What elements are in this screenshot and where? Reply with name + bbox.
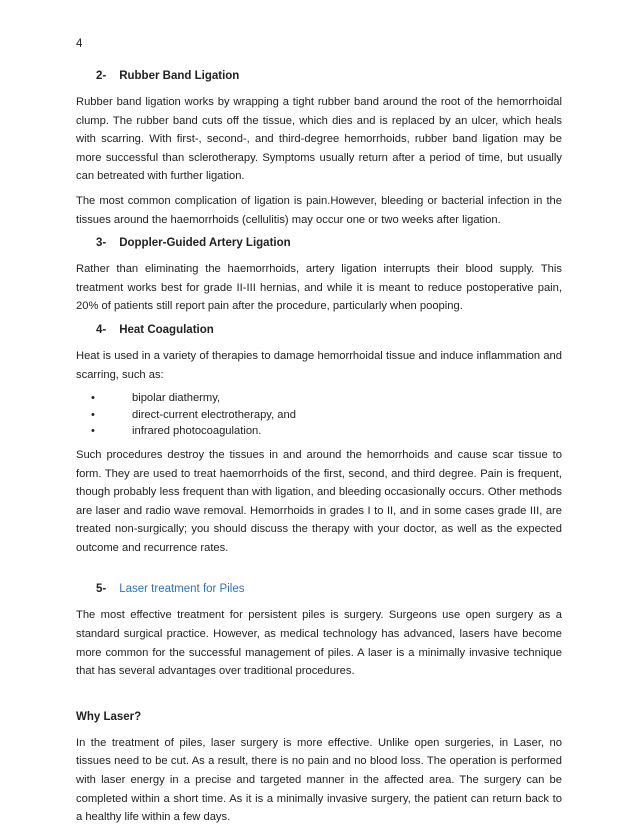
section-number: 2- — [96, 70, 107, 82]
section-number: 3- — [96, 237, 107, 250]
paragraph: Such procedures destroy the tissues in and around the hemorrhoids and cause scar tissue to form. They are used to treat haemorrhoids of the first, second, and third degree. Pain is frequent, though probably less frequent than with ligation, and bleeding occasionally occurs. Other methods are laser and radio wave removal. Hemorrhoids in grades I to II, and in some cases grade III, are treated non-surgically; you should discuss the therapy with your doctor, as well as the expected outcome and recurrence rates. — [76, 448, 562, 554]
list-item — [76, 423, 562, 440]
section-heading-rubber-band — [96, 68, 562, 84]
page-content — [76, 68, 562, 833]
paragraph: In the treatment of piles, laser surgery is more effective. Unlike open surgeries, in Laser, no tissues need to be cut. As a result, there is no pain and no blood loss. The operation is performed with laser energy in a precise and targeted manner in the affected area. The surgery can be completed within a short time. As it is a minimally invasive surgery, the patient can return back to a healthy life within a few days. — [76, 736, 562, 824]
section-heading-laser — [96, 581, 562, 597]
section-title: Rubber Band Ligation — [119, 70, 240, 82]
bullet-list — [76, 390, 562, 440]
list-item-text: bipolar diathermy, — [132, 392, 221, 405]
page-number: 4 — [76, 38, 83, 50]
paragraph: Heat is used in a variety of therapies to damage hemorrhoidal tissue and induce inflammation and scarring, such as: — [76, 349, 562, 381]
section-number: 5- — [96, 583, 107, 596]
list-item — [76, 407, 562, 424]
list-item-text: infrared photocoagulation. — [132, 425, 262, 438]
section-title: Heat Coagulation — [119, 323, 214, 336]
section-title: Doppler-Guided Artery Ligation — [119, 237, 291, 250]
bullet-symbol: • — [91, 392, 95, 405]
section-heading-doppler — [96, 235, 562, 251]
paragraph: Rather than eliminating the haemorrhoids, artery ligation interrupts their blood supply. This treatment works best for grade II-III hernias, and while it is meant to reduce postoperative pain, 20% of patients still report pain after the procedure, particularly when pooping. — [76, 263, 562, 313]
paragraph: The most effective treatment for persistent piles is surgery. Surgeons use open surgery as a standard surgical practice. However, as medical technology has advanced, lasers have become more common for the successful management of piles. A laser is a minimally invasive technique that has several advantages over traditional procedures. — [76, 609, 562, 678]
section-title: Laser treatment for Piles — [119, 583, 245, 596]
paragraph: Rubber band ligation works by wrapping a tight rubber band around the root of the hemorrhoidal clump. The rubber band cuts off the tissue, which dies and is replaced by an ulcer, which heals with scarring. With first-, second-, and third-degree hemorrhoids, rubber band ligation may be more successful than sclerotherapy. Symptoms usually return after a period of time, but usually can betreated with further ligation. — [76, 96, 562, 183]
section-number: 4- — [96, 323, 107, 336]
bullet-symbol: • — [91, 425, 95, 438]
list-item-text: direct-current electrotherapy, and — [132, 408, 296, 421]
section-heading-heat — [96, 322, 562, 338]
section-heading-why-laser — [76, 709, 562, 725]
list-item — [76, 390, 562, 407]
bullet-symbol: • — [91, 408, 95, 421]
paragraph: The most common complication of ligation is pain.However, bleeding or bacterial infection in the tissues around the haemorrhoids (cellulitis) may occur one or two weeks after ligation. — [76, 194, 562, 226]
section-title: Why Laser? — [76, 710, 142, 723]
